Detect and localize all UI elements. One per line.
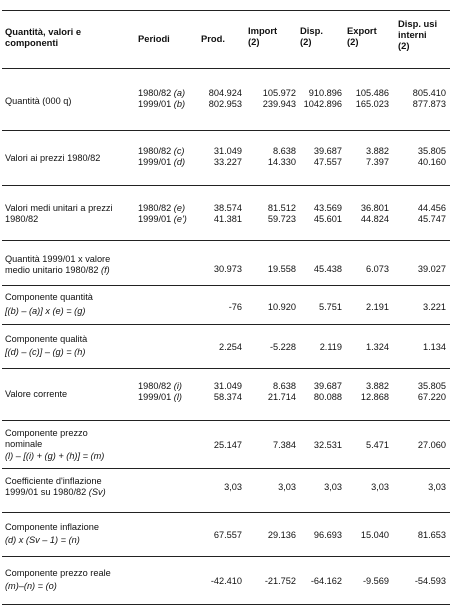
row-label: Componente prezzo reale: [5, 568, 111, 578]
value-cell: 41.381: [213, 214, 242, 224]
value-cell: 1.324: [366, 342, 389, 352]
value-cell: 3,03: [371, 482, 389, 492]
header-export: [347, 25, 377, 47]
top-rule: [2, 10, 450, 11]
row-label: Valori ai prezzi 1980/82: [5, 153, 101, 163]
value-cell: 81.653: [417, 530, 446, 540]
value-cell: 67.557: [213, 530, 242, 540]
value-cell: 804.924: [208, 88, 242, 98]
value-cell: 12.868: [360, 392, 389, 402]
header-prod: Prod.: [201, 33, 225, 44]
value-cell: 8.638: [273, 381, 296, 391]
value-cell: 105.486: [355, 88, 389, 98]
row-rule: [2, 368, 450, 369]
value-cell: 31.049: [213, 381, 242, 391]
row-label: Componente qualità: [5, 334, 88, 344]
header-export-line2: (2): [347, 36, 359, 47]
value-cell: 32.531: [313, 440, 342, 450]
value-cell: 10.920: [267, 302, 296, 312]
header-import-line1: Import: [248, 25, 278, 36]
value-cell: -42.410: [210, 576, 242, 586]
value-cell: 45.601: [313, 214, 342, 224]
value-cell: 7.384: [273, 440, 296, 450]
value-cell: 7.397: [366, 157, 389, 167]
value-cell: 19.558: [267, 264, 296, 274]
header-usi-line1: Disp. usi: [398, 18, 438, 29]
row-label: Componente quantità: [5, 292, 93, 302]
value-cell: 15.040: [360, 530, 389, 540]
row-label: Valori medi unitari a prezzi 1980/82: [5, 203, 113, 224]
header-usi-line2: interni: [398, 29, 427, 40]
row-label: Quantità 1999/01 x valore medio unitario 1980/82 (f): [5, 254, 111, 275]
row-formula: (d) x (Sv – 1) = (n): [5, 535, 80, 545]
row-rule: [2, 512, 450, 513]
value-cell: 3,03: [428, 482, 446, 492]
value-cell: 165.023: [355, 99, 389, 109]
value-cell: -21.752: [264, 576, 296, 586]
row-formula: (m)–(n) = (o): [5, 581, 57, 591]
value-cell: 39.027: [417, 264, 446, 274]
header-usi-line3: (2): [398, 40, 410, 51]
header-periodi: Periodi: [138, 33, 170, 44]
value-cell: 80.088: [313, 392, 342, 402]
value-cell: -54.593: [414, 576, 446, 586]
value-cell: 5.471: [366, 440, 389, 450]
value-cell: 58.374: [213, 392, 242, 402]
value-cell: 45.438: [313, 264, 342, 274]
value-cell: 39.687: [313, 381, 342, 391]
period: 1980/82 (i): [138, 381, 182, 391]
value-cell: 2.119: [319, 342, 342, 352]
row-label: Coefficiente d'inflazione 1999/01 su 1980/82 (Sv): [5, 476, 106, 497]
value-cell: 1042.896: [303, 99, 342, 109]
value-cell: 805.410: [412, 88, 446, 98]
period: 1980/82 (e): [138, 203, 186, 213]
value-cell: 21.714: [267, 392, 296, 402]
value-cell: 8.638: [273, 146, 296, 156]
value-cell: 45.747: [417, 214, 446, 224]
value-cell: 105.972: [262, 88, 296, 98]
value-cell: 59.723: [267, 214, 296, 224]
header-export-line1: Export: [347, 25, 377, 36]
value-cell: 3.882: [366, 381, 389, 391]
period: 1999/01 (l): [138, 392, 182, 402]
value-cell: 3,03: [278, 482, 296, 492]
value-cell: 36.801: [360, 203, 389, 213]
value-cell: 2.254: [219, 342, 242, 352]
header-label: Quantità, valori e componenti: [5, 26, 82, 48]
value-cell: 40.160: [417, 157, 446, 167]
row-rule: [2, 420, 450, 421]
row-rule: [2, 130, 450, 131]
row-label: Valore corrente: [5, 389, 68, 399]
value-cell: 33.227: [213, 157, 242, 167]
value-cell: 5.751: [319, 302, 342, 312]
value-cell: 47.557: [313, 157, 342, 167]
header-rule: [2, 68, 450, 69]
period: 1980/82 (c): [138, 146, 185, 156]
row-label: Quantità (000 q): [5, 96, 72, 106]
value-cell: 29.136: [267, 530, 296, 540]
value-cell: -64.162: [310, 576, 342, 586]
header-import: [248, 25, 277, 47]
value-cell: 35.805: [417, 381, 446, 391]
bottom-rule: [2, 604, 450, 605]
row-label: Componente inflazione: [5, 522, 99, 532]
value-cell: -9.569: [362, 576, 389, 586]
value-cell: 25.147: [213, 440, 242, 450]
header-disp: [300, 25, 323, 47]
value-cell: 3.221: [423, 302, 446, 312]
row-formula: [(d) – (c)] – (g) = (h): [5, 347, 86, 357]
header-disp-line2: (2): [300, 36, 312, 47]
value-cell: 44.456: [417, 203, 446, 213]
value-cell: 35.805: [417, 146, 446, 156]
header-disp-line1: Disp.: [300, 25, 323, 36]
value-cell: 39.687: [313, 146, 342, 156]
row-formula: (l) – [(i) + (g) + (h)] = (m): [5, 451, 105, 461]
value-cell: 81.512: [267, 203, 296, 213]
row-rule: [2, 240, 450, 241]
value-cell: 2.191: [366, 302, 389, 312]
value-cell: 802.953: [208, 99, 242, 109]
row-rule: [2, 285, 450, 286]
value-cell: 27.060: [417, 440, 446, 450]
value-cell: 6.073: [366, 264, 389, 274]
value-cell: 44.824: [360, 214, 389, 224]
value-cell: 239.943: [262, 99, 296, 109]
value-cell: 43.569: [313, 203, 342, 213]
value-cell: -76: [228, 302, 242, 312]
value-cell: 910.896: [308, 88, 342, 98]
period: 1999/01 (e'): [138, 214, 187, 224]
value-cell: 1.134: [423, 342, 446, 352]
period: 1980/82 (a): [138, 88, 186, 98]
value-cell: 877.873: [412, 99, 446, 109]
period: 1999/01 (b): [138, 99, 186, 109]
row-label: Componente prezzo nominale: [5, 428, 88, 449]
value-cell: 38.574: [213, 203, 242, 213]
value-cell: 96.693: [313, 530, 342, 540]
value-cell: 14.330: [267, 157, 296, 167]
value-cell: 3.882: [366, 146, 389, 156]
value-cell: -5.228: [269, 342, 296, 352]
period: 1999/01 (d): [138, 157, 186, 167]
header-import-line2: (2): [248, 36, 260, 47]
value-cell: 67.220: [417, 392, 446, 402]
row-rule: [2, 324, 450, 325]
row-rule: [2, 185, 450, 186]
row-rule: [2, 468, 450, 469]
header-usi: [398, 18, 437, 51]
value-cell: 30.973: [213, 264, 242, 274]
row-formula: [(b) – (a)] x (e) = (g): [5, 306, 86, 316]
value-cell: 31.049: [213, 146, 242, 156]
row-rule: [2, 556, 450, 557]
value-cell: 3,03: [224, 482, 242, 492]
value-cell: 3,03: [324, 482, 342, 492]
